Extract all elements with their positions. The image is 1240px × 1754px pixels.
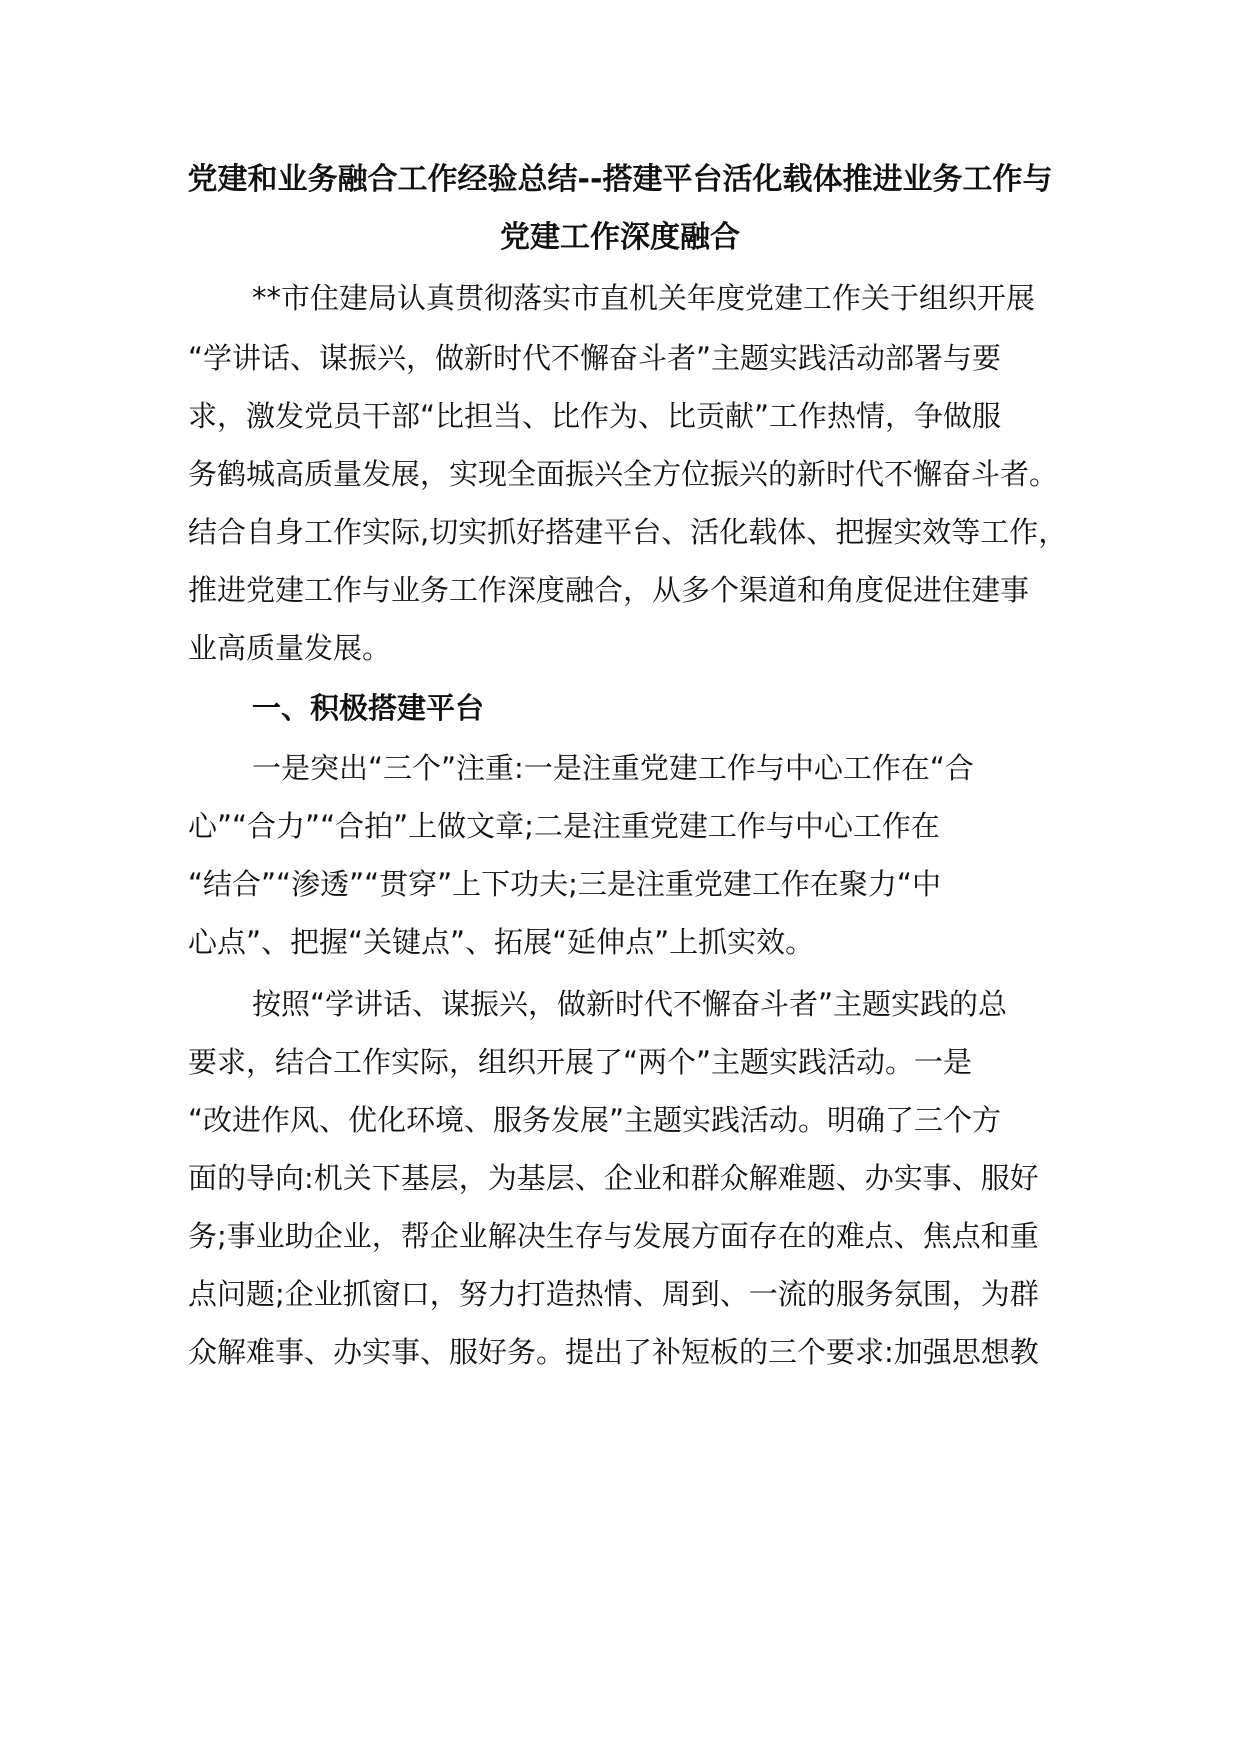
paragraph-3-line-7: 众解难事、办实事、服好务。提出了补短板的三个要求:加强思想教 <box>188 1335 1039 1369</box>
section-1-heading: 一、积极搭建平台 <box>252 691 485 725</box>
paragraph-1-line-3: 求，激发党员干部“比担当、比作为、比贡献”工作热情，争做服 <box>188 399 1002 433</box>
paragraph-2-line-2: 心”“合力”“合拍”上做文章;二是注重党建工作与中心工作在 <box>188 809 940 843</box>
paragraph-1-line-1: **市住建局认真贯彻落实市直机关年度党建工作关于组织开展 <box>252 281 1036 315</box>
paragraph-1-line-7: 业高质量发展。 <box>188 631 392 665</box>
paragraph-1-line-6: 推进党建工作与业务工作深度融合，从多个渠道和角度促进住建事 <box>188 573 1030 607</box>
paragraph-1-line-5: 结合自身工作实际,切实抓好搭建平台、活化载体、把握实效等工作， <box>188 515 1068 549</box>
paragraph-3-line-3: “改进作风、优化环境、服务发展”主题实践活动。明确了三个方 <box>188 1103 1002 1137</box>
paragraph-2-line-1: 一是突出“三个”注重:一是注重党建工作与中心工作在“合 <box>252 751 974 785</box>
document-title-line-1: 党建和业务融合工作经验总结--搭建平台活化载体推进业务工作与 <box>187 162 1053 197</box>
paragraph-3-line-6: 点问题;企业抓窗口，努力打造热情、周到、一流的服务氛围，为群 <box>188 1277 1039 1311</box>
paragraph-2-line-3: “结合”“渗透”“贯穿”上下功夫;三是注重党建工作在聚力“中 <box>188 867 941 901</box>
paragraph-1-line-2: “学讲话、谋振兴，做新时代不懈奋斗者”主题实践活动部署与要 <box>188 341 1002 375</box>
document-title-line-2: 党建工作深度融合 <box>500 220 740 255</box>
paragraph-2-line-4: 心点”、把握“关键点”、拓展“延伸点”上抓实效。 <box>188 925 815 959</box>
paragraph-1-line-4: 务鹤城高质量发展，实现全面振兴全方位振兴的新时代不懈奋斗者。 <box>188 457 1059 491</box>
paragraph-3-line-4: 面的导向:机关下基层，为基层、企业和群众解难题、办实事、服好 <box>188 1161 1039 1195</box>
paragraph-3-line-2: 要求，结合工作实际，组织开展了“两个”主题实践活动。一是 <box>188 1045 973 1079</box>
paragraph-3-line-1: 按照“学讲话、谋振兴，做新时代不懈奋斗者”主题实践的总 <box>252 987 1008 1021</box>
paragraph-3-line-5: 务;事业助企业，帮企业解决生存与发展方面存在的难点、焦点和重 <box>188 1219 1039 1253</box>
